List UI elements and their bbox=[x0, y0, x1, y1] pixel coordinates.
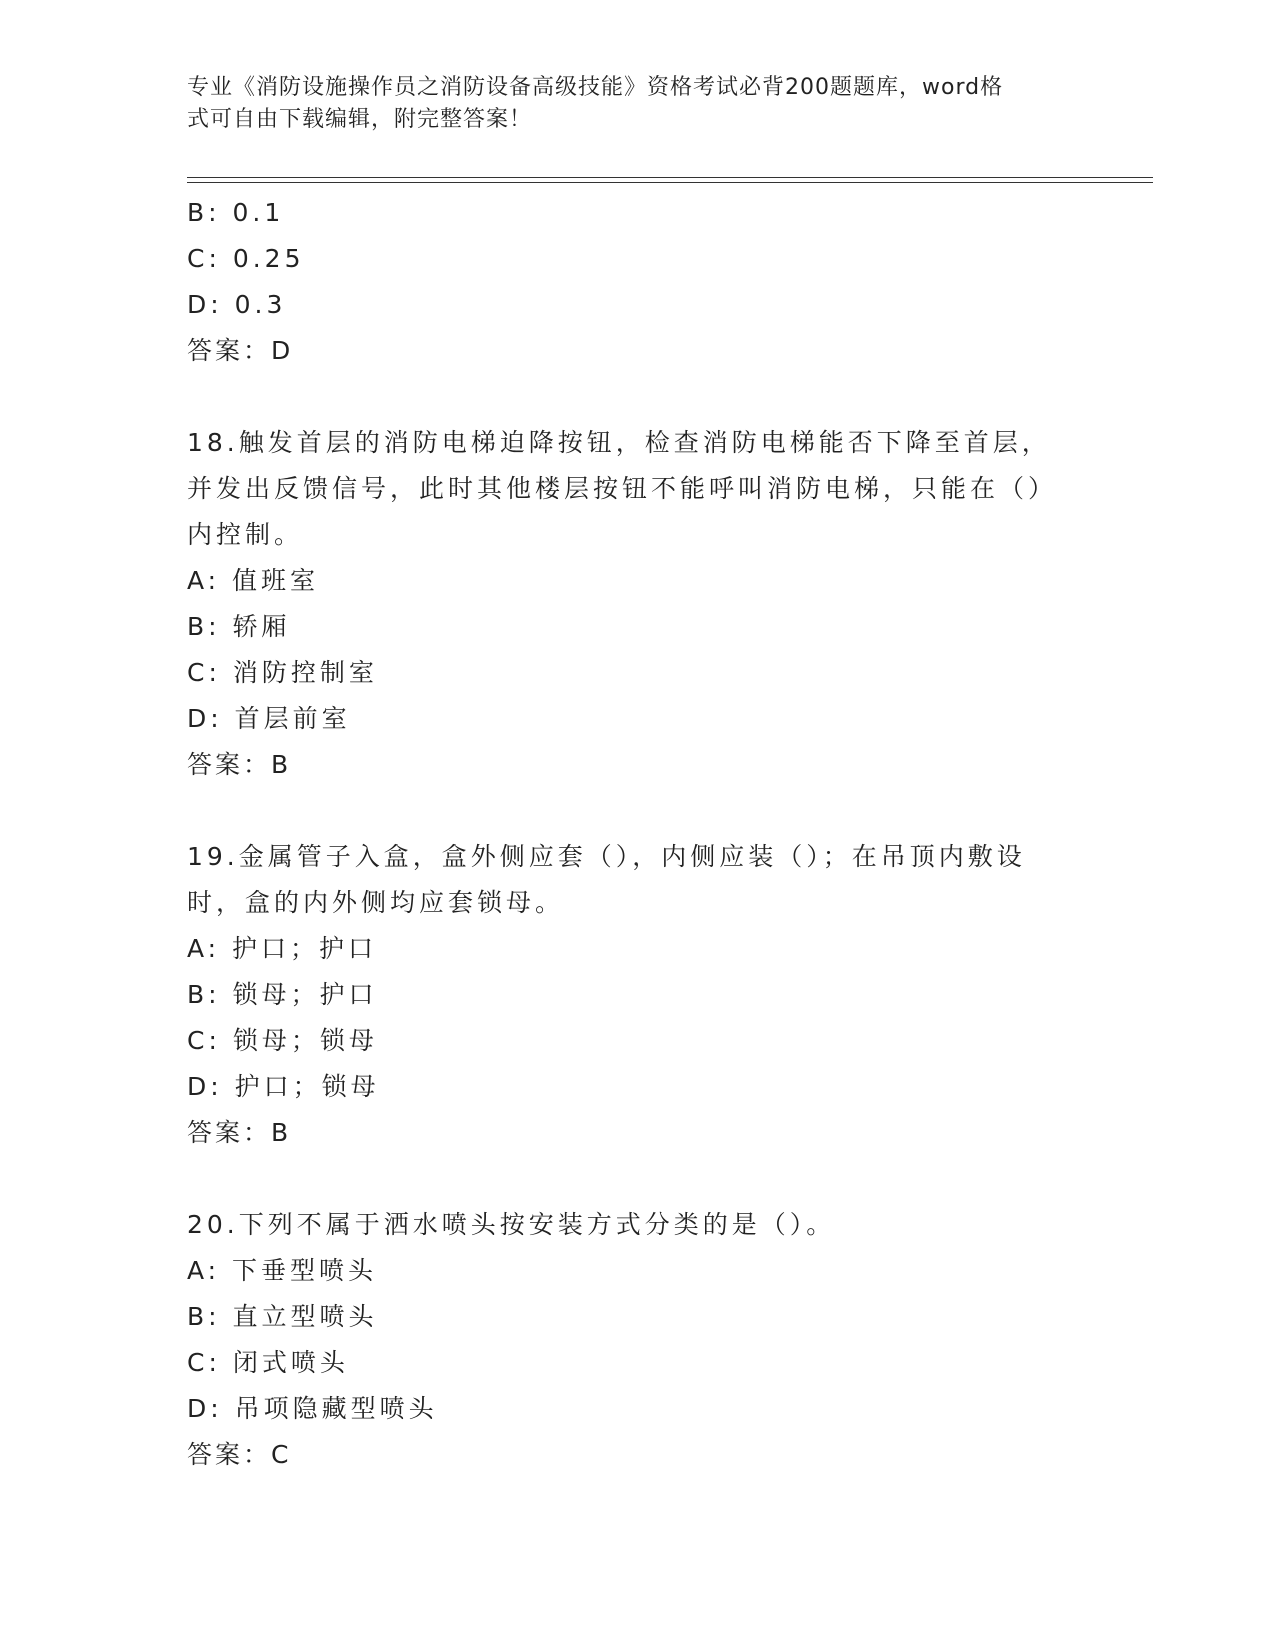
option-c: C: 闭式喷头 bbox=[187, 1348, 349, 1377]
option-b: B: 轿厢 bbox=[187, 612, 291, 641]
question-text: 20.下列不属于洒水喷头按安装方式分类的是（）。 bbox=[187, 1210, 836, 1239]
answer: 答案：B bbox=[187, 750, 292, 779]
question-19 bbox=[187, 834, 1087, 1156]
question-18 bbox=[187, 420, 1087, 788]
option-d: D: 0.3 bbox=[187, 290, 287, 319]
option-b: B: 0.1 bbox=[187, 198, 285, 227]
document-body bbox=[187, 190, 1087, 1478]
question-text: 18.触发首层的消防电梯迫降按钮，检查消防电梯能否下降至首层，并发出反馈信号，此时其他楼层按钮不能呼叫消防电梯，只能在（）内控制。 bbox=[187, 428, 1058, 549]
option-c: C: 消防控制室 bbox=[187, 658, 378, 687]
question-text: 19.金属管子入盒，盒外侧应套（），内侧应装（）；在吊顶内敷设时，盒的内外侧均应套锁母。 bbox=[187, 842, 1026, 917]
document-header bbox=[187, 72, 1067, 136]
header-line-1: 专业《消防设施操作员之消防设备高级技能》资格考试必背200题题库，word格 bbox=[187, 75, 1004, 100]
question-17-tail bbox=[187, 190, 1087, 374]
header-divider-bottom bbox=[187, 182, 1153, 183]
option-d: D: 首层前室 bbox=[187, 704, 351, 733]
option-a: A: 下垂型喷头 bbox=[187, 1256, 378, 1285]
answer: 答案：C bbox=[187, 1440, 292, 1469]
option-d: D: 护口；锁母 bbox=[187, 1072, 380, 1101]
option-a: A: 值班室 bbox=[187, 566, 320, 595]
option-c: C: 0.25 bbox=[187, 244, 305, 273]
option-b: B: 锁母；护口 bbox=[187, 980, 378, 1009]
question-20 bbox=[187, 1202, 1087, 1478]
answer: 答案：B bbox=[187, 1118, 292, 1147]
header-divider-top bbox=[187, 177, 1153, 178]
answer: 答案：D bbox=[187, 336, 294, 365]
option-b: B: 直立型喷头 bbox=[187, 1302, 378, 1331]
option-a: A: 护口；护口 bbox=[187, 934, 378, 963]
option-c: C: 锁母；锁母 bbox=[187, 1026, 378, 1055]
option-d: D: 吊项隐藏型喷头 bbox=[187, 1394, 438, 1423]
header-line-2: 式可自由下载编辑，附完整答案！ bbox=[187, 107, 533, 132]
